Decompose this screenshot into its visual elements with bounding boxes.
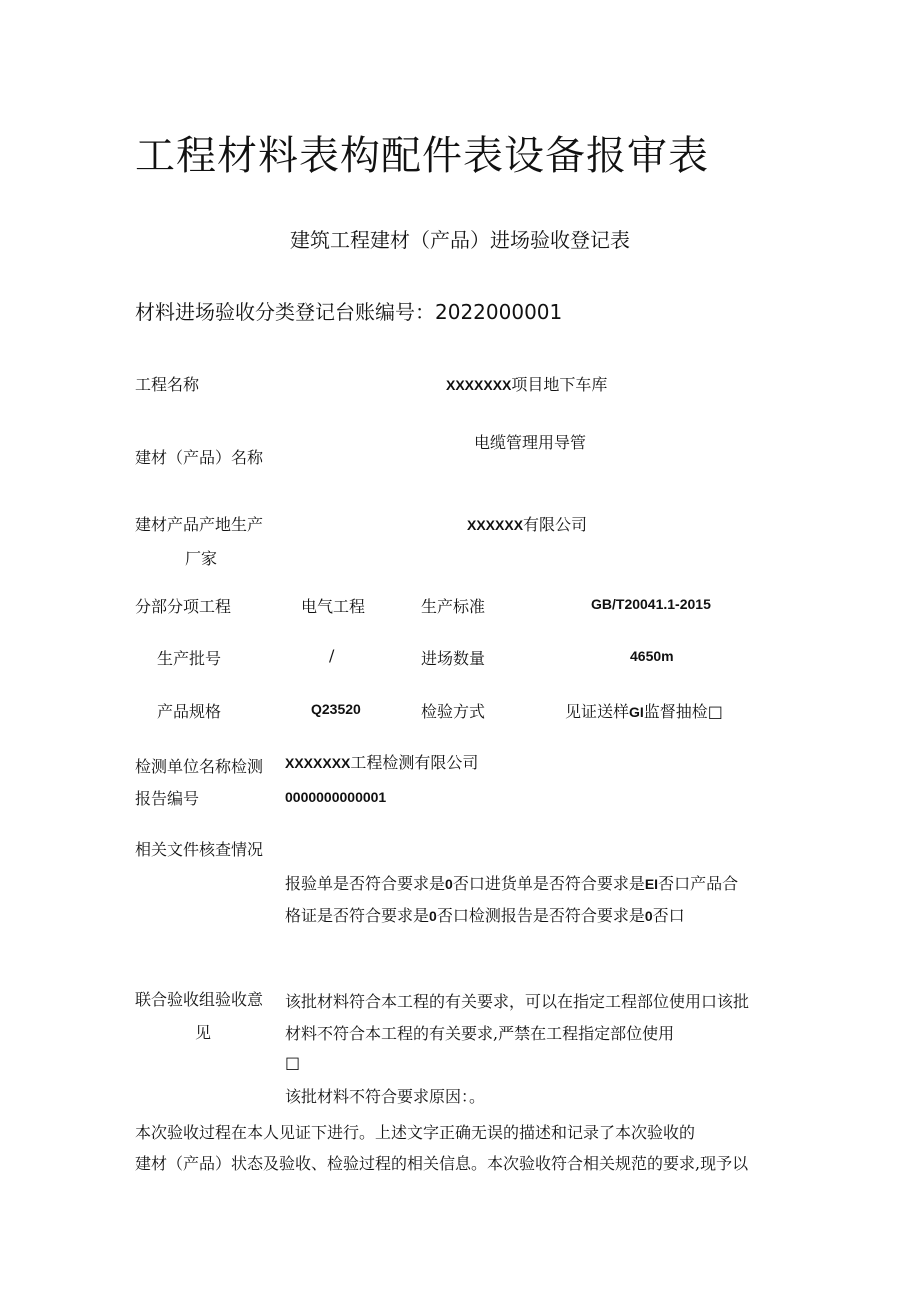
- doc-text: 否口进货单是否符合要求是: [452, 874, 645, 893]
- quantity-label: 进场数量: [421, 649, 486, 668]
- quantity-value: 4650m: [630, 648, 674, 664]
- ledger-number: 2022000001: [435, 300, 563, 324]
- inspection-text-b: 监督抽检□: [643, 702, 723, 721]
- document-title: 工程材料表构配件表设备报审表: [135, 133, 709, 179]
- doc-text: 否口: [652, 906, 685, 925]
- doc-text: 格证是否符合要求是: [285, 906, 430, 925]
- ledger-label: 材料进场验收分类登记台账编号：: [135, 300, 435, 324]
- subproject-value: 电气工程: [301, 597, 366, 616]
- standard-value: GB/T20041.1-2015: [591, 596, 711, 612]
- project-name-label: 工程名称: [135, 375, 200, 394]
- doc-mark: 0: [644, 908, 653, 924]
- inspection-method-label: 检验方式: [421, 702, 486, 721]
- documents-check-line1: [285, 871, 738, 894]
- testing-unit-code: XXXXXXX: [285, 755, 351, 771]
- statement-line1: 本次验收过程在本人见证下进行。上述文字正确无误的描述和记录了本次验收的: [135, 1123, 696, 1142]
- product-name-label: 建材（产品）名称: [135, 448, 264, 467]
- doc-text: 否口产品合: [658, 874, 739, 893]
- joint-opinion-checkbox: □: [285, 1053, 301, 1072]
- joint-opinion-label-line2: 见: [195, 1023, 212, 1042]
- doc-text: 否口检测报告是否符合要求是: [436, 906, 645, 925]
- ledger-number-line: [135, 296, 562, 325]
- joint-opinion-reason: 该批材料不符合要求原因：。: [285, 1087, 486, 1106]
- spec-value: Q23520: [311, 701, 361, 717]
- doc-text: 报验单是否符合要求是: [285, 874, 446, 893]
- product-name-value: 电缆管理用导管: [474, 433, 587, 452]
- documents-check-label: 相关文件核查情况: [135, 840, 264, 859]
- inspection-method-value: [565, 699, 723, 722]
- doc-mark: EI: [644, 876, 659, 892]
- inspection-code: GI: [629, 704, 644, 720]
- project-code: XXXXXXX: [446, 377, 512, 393]
- subproject-label: 分部分项工程: [135, 597, 232, 616]
- joint-opinion-line2: 材料不符合本工程的有关要求,严禁在工程指定部位使用: [285, 1024, 675, 1043]
- testing-unit-label-line1: 检测单位名称检测: [135, 757, 264, 776]
- joint-opinion-label-line1: 联合验收组验收意: [135, 990, 264, 1009]
- inspection-text-a: 见证送样: [565, 702, 630, 721]
- project-name-value: [446, 372, 607, 395]
- testing-unit-label-line2: 报告编号: [135, 789, 200, 808]
- manufacturer-code: XXXXXX: [467, 517, 524, 533]
- spec-label: 产品规格: [157, 702, 222, 721]
- batch-label: 生产批号: [157, 649, 222, 668]
- testing-unit-text: 工程检测有限公司: [350, 753, 479, 772]
- project-text: 项目地下车库: [511, 375, 608, 394]
- doc-mark: 0: [445, 876, 453, 892]
- report-number: 0000000000001: [285, 789, 387, 805]
- joint-opinion-line1: 该批材料符合本工程的有关要求，可以在指定工程部位使用口该批: [285, 992, 750, 1011]
- statement-line2: 建材（产品）状态及验收、检验过程的相关信息。本次验收符合相关规范的要求,现予以: [135, 1154, 749, 1173]
- manufacturer-label-line2: 厂家: [185, 549, 218, 568]
- manufacturer-label-line1: 建材产品产地生产: [135, 515, 264, 534]
- documents-check-line2: [285, 903, 685, 926]
- batch-value: /: [329, 646, 335, 665]
- manufacturer-text: 有限公司: [523, 515, 588, 534]
- doc-mark: 0: [429, 908, 437, 924]
- standard-label: 生产标准: [421, 597, 486, 616]
- form-subtitle: 建筑工程建材（产品）进场验收登记表: [290, 228, 630, 252]
- testing-unit-name: [285, 750, 478, 773]
- manufacturer-value: [467, 512, 587, 535]
